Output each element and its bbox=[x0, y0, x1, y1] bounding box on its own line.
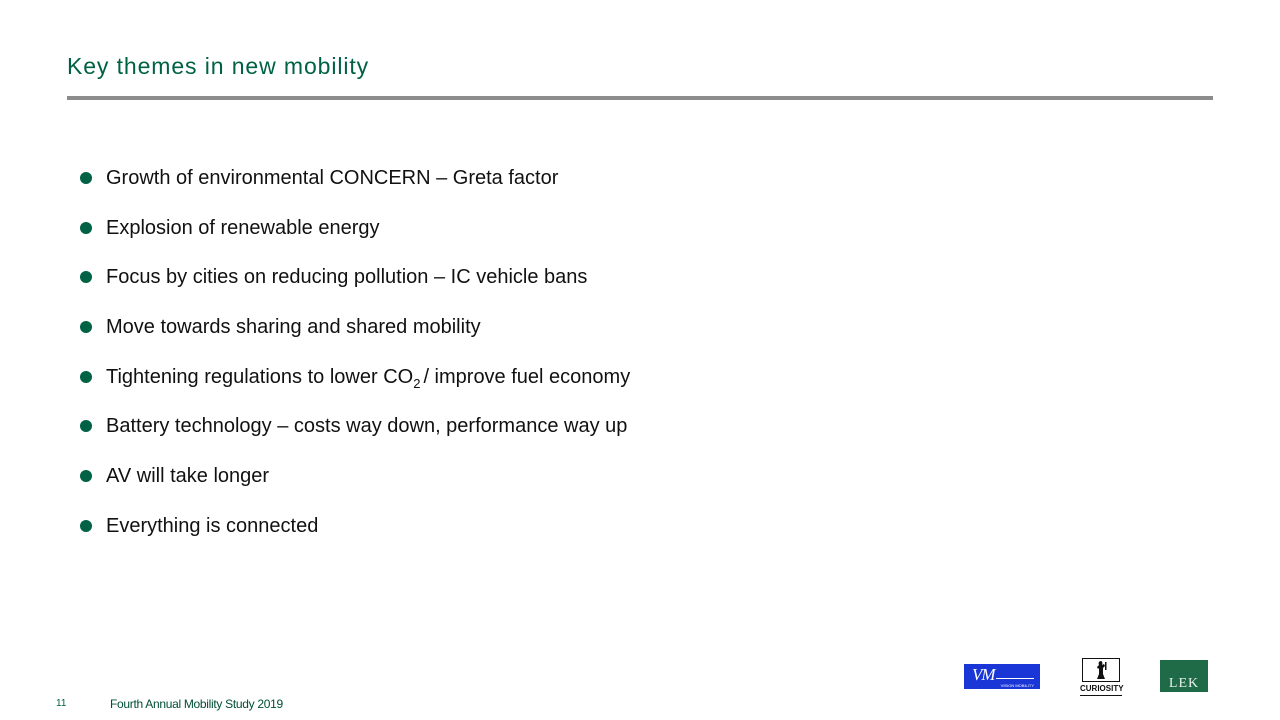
curiosity-logo-mark bbox=[1082, 658, 1120, 682]
curiosity-logo bbox=[1080, 658, 1122, 698]
bullet-text: Battery technology – costs way down, performance way up bbox=[106, 415, 628, 438]
bullet-text-after: / improve fuel economy bbox=[423, 365, 631, 388]
bullet-dot-icon bbox=[80, 420, 92, 432]
bullet-text: Everything is connected bbox=[106, 514, 319, 537]
vision-mobility-logo bbox=[964, 664, 1040, 689]
bullet-text bbox=[106, 365, 630, 389]
figure-icon bbox=[1083, 659, 1119, 681]
curiosity-logo-text: CURIOSITY bbox=[1080, 684, 1124, 693]
bullet-text-before: Tightening regulations to lower CO bbox=[106, 365, 414, 388]
title-divider bbox=[67, 96, 1213, 100]
footer-text: Fourth Annual Mobility Study 2019 bbox=[110, 697, 283, 711]
bullet-text: Growth of environmental CONCERN – Greta factor bbox=[106, 167, 559, 189]
vm-logo-letters: VM bbox=[972, 665, 995, 684]
slide-title: Key themes in new mobility bbox=[67, 53, 370, 79]
bullet-text: Explosion of renewable energy bbox=[106, 216, 380, 239]
bullet-dot-icon bbox=[80, 222, 92, 234]
page-number: 11 bbox=[56, 698, 67, 709]
bullet-dot-icon bbox=[80, 172, 92, 184]
bullet-dot-icon bbox=[80, 470, 92, 482]
bullet-text: AV will take longer bbox=[106, 465, 270, 488]
curiosity-logo-underline bbox=[1080, 695, 1122, 696]
lek-logo-text: LEK bbox=[1168, 676, 1200, 691]
bullet-text: Move towards sharing and shared mobility bbox=[106, 316, 481, 339]
bullet-text: Focus by cities on reducing pollution – IC vehicle bans bbox=[106, 266, 588, 289]
bullet-dot-icon bbox=[80, 271, 92, 283]
vm-logo-line bbox=[996, 678, 1034, 679]
bullet-dot-icon bbox=[80, 520, 92, 532]
bullet-dot-icon bbox=[80, 371, 92, 383]
co2-subscript: 2 bbox=[413, 375, 421, 391]
vm-logo-subtitle: VISION MOBILITY bbox=[1000, 683, 1034, 688]
lek-logo bbox=[1160, 660, 1208, 692]
bullet-dot-icon bbox=[80, 321, 92, 333]
